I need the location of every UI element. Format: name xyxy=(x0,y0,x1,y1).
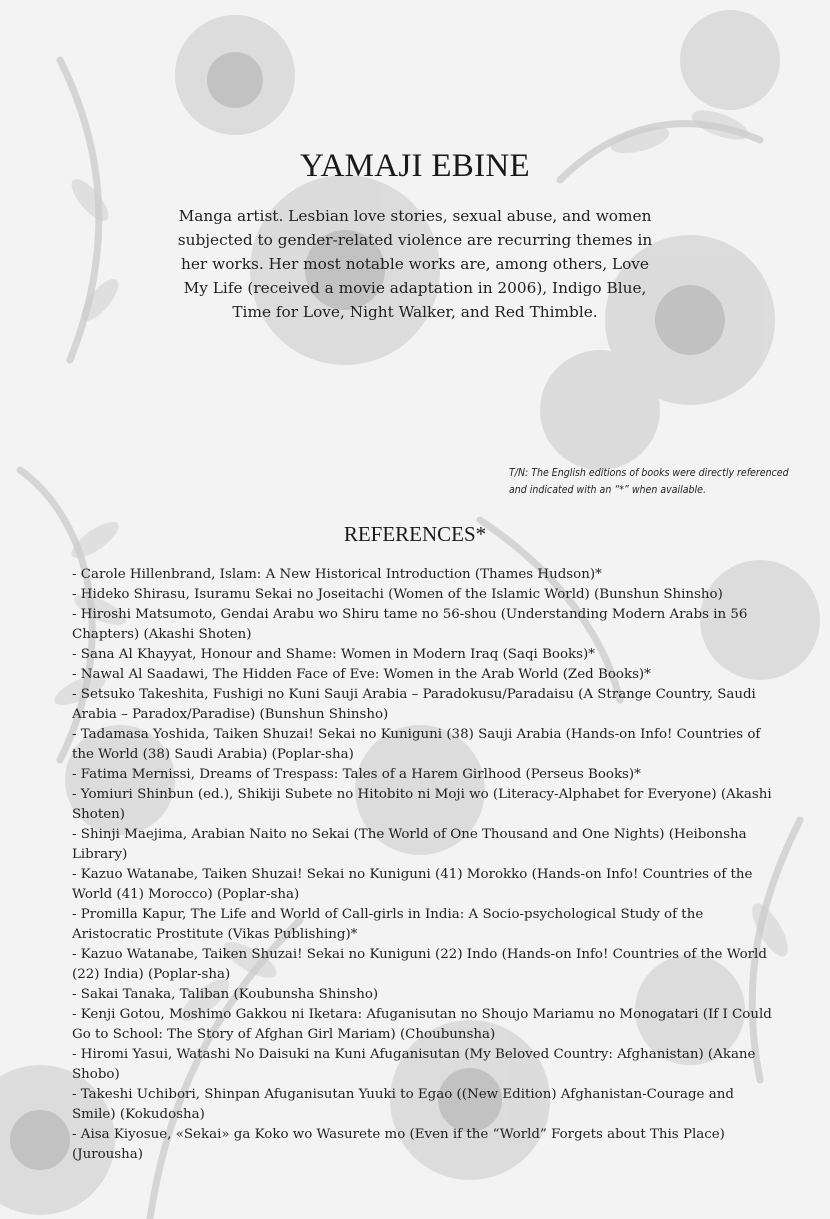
reference-item: - Nawal Al Saadawi, The Hidden Face of Eve: Women in the Arab World (Zed Books)* xyxy=(72,667,651,682)
reference-item: - Carole Hillenbrand, Islam: A New Historical Introduction (Thames Hudson)* xyxy=(72,567,602,582)
translator-note-line-2: and indicated with an “*” when available. xyxy=(509,484,706,496)
reference-item: - Aisa Kiyosue, «Sekai» ga Koko wo Wasurete mo (Even if the “World” Forgets about This Place) (Jurousha) xyxy=(72,1127,725,1162)
reference-item: - Setsuko Takeshita, Fushigi no Kuni Sauji Arabia – Paradokusu/Paradaisu (A Strange Country, Saudi Arabia – Paradox/Paradise) (Bunshun Shinsho) xyxy=(72,687,756,722)
translator-note xyxy=(509,465,819,499)
reference-item: - Kazuo Watanabe, Taiken Shuzai! Sekai no Kuniguni (22) Indo (Hands-on Info! Countries of the World (22) India) (Poplar-sha) xyxy=(72,947,767,982)
author-bio: Manga artist. Lesbian love stories, sexual abuse, and women subjected to gender-related violence are recurring themes in her works. Her most notable works are, among others, Love My Life (received a movie adaptation in 2006), Indigo Blue, Time for Love, Night Walker, and Red Thimble. xyxy=(177,207,653,321)
author-name-title: YAMAJI EBINE xyxy=(299,148,530,184)
references-list xyxy=(72,565,772,1165)
reference-item: - Yomiuri Shinbun (ed.), Shikiji Subete no Hitobito ni Moji wo (Literacy-Alphabet for Everyone) (Akashi Shoten) xyxy=(72,787,772,822)
reference-item: - Kenji Gotou, Moshimo Gakkou ni Iketara: Afuganisutan no Shoujo Mariamu no Monogatari (If I Could Go to School: The Story of Afghan Girl Mariam) (Choubunsha) xyxy=(72,1007,772,1042)
reference-item: - Sakai Tanaka, Taliban (Koubunsha Shinsho) xyxy=(72,987,379,1002)
reference-item: - Kazuo Watanabe, Taiken Shuzai! Sekai no Kuniguni (41) Morokko (Hands-on Info! Countries of the World (41) Morocco) (Poplar-sha) xyxy=(72,867,753,902)
reference-item: - Hideko Shirasu, Isuramu Sekai no Joseitachi (Women of the Islamic World) (Bunshun Shinsho) xyxy=(72,587,723,602)
reference-item: - Takeshi Uchibori, Shinpan Afuganisutan Yuuki to Egao ((New Edition) Afghanistan-Courage and Smile) (Kokudosha) xyxy=(72,1087,734,1122)
reference-item: - Hiromi Yasui, Watashi No Daisuki na Kuni Afuganisutan (My Beloved Country: Afghanistan) (Akane Shobo) xyxy=(72,1047,756,1082)
translator-note-line-1: T/N: The English editions of books were directly referenced xyxy=(509,467,789,479)
references-heading: REFERENCES* xyxy=(343,522,487,546)
reference-item: - Sana Al Khayyat, Honour and Shame: Women in Modern Iraq (Saqi Books)* xyxy=(72,647,595,662)
reference-item: - Promilla Kapur, The Life and World of Call-girls in India: A Socio-psychological Study of the Aristocratic Prostitute (Vikas Publishing)* xyxy=(72,907,704,942)
reference-item: - Fatima Mernissi, Dreams of Trespass: Tales of a Harem Girlhood (Perseus Books)* xyxy=(72,767,641,782)
reference-item: - Shinji Maejima, Arabian Naito no Sekai (The World of One Thousand and One Nights) (Heibonsha Library) xyxy=(72,827,747,862)
reference-item: - Tadamasa Yoshida, Taiken Shuzai! Sekai no Kuniguni (38) Sauji Arabia (Hands-on Info! Countries of the World (38) Saudi Arabia) (Poplar-sha) xyxy=(72,727,761,762)
reference-item: - Hiroshi Matsumoto, Gendai Arabu wo Shiru tame no 56-shou (Understanding Modern Arabs in 56 Chapters) (Akashi Shoten) xyxy=(72,607,748,642)
